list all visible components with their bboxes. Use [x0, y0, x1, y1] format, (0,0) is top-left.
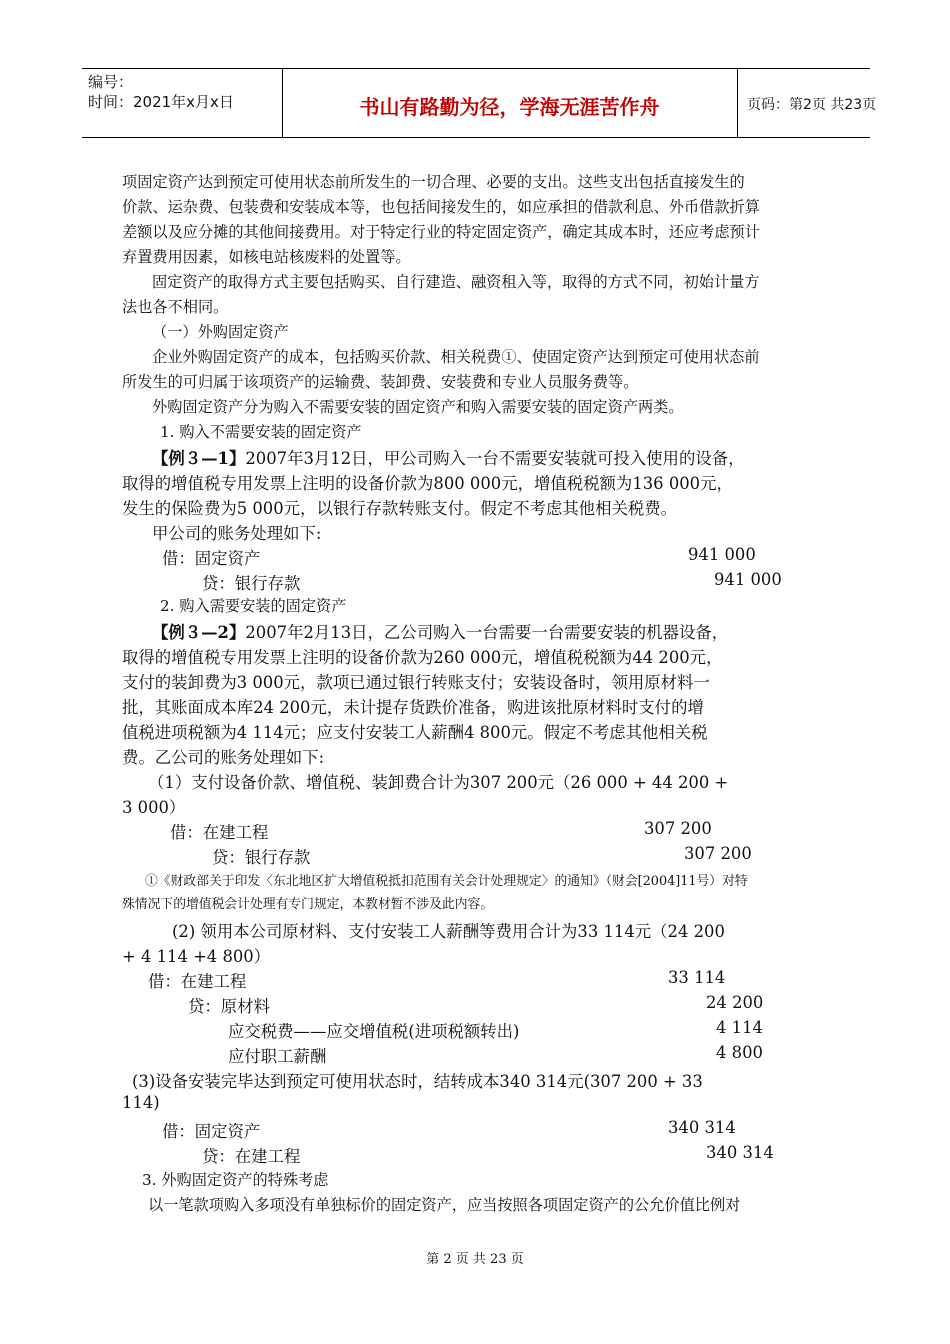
section-heading: （一）外购固定资产: [152, 323, 289, 341]
step-line: + 4 114 +4 800）: [122, 947, 271, 966]
step-line: 114): [122, 1093, 160, 1112]
step-line: (3)设备安装完毕达到预定可使用状态时，结转成本340 314元(307 200 + 33: [132, 1072, 703, 1091]
journal-amount: 941 000: [714, 570, 782, 589]
example-line: 甲公司的账务处理如下:: [152, 524, 322, 543]
journal-debit: 借：在建工程: [170, 823, 269, 842]
journal-amount: 4 800: [716, 1043, 763, 1062]
example-tag: 【例３—1】: [152, 449, 246, 468]
footnote-line: ①《财政部关于印发〈东北地区扩大增值税抵扣范围有关会计处理规定〉的通知》（财会[2004]11号）对特: [145, 874, 748, 889]
page-header: [82, 68, 877, 138]
paragraph-line: 价款、运杂费、包装费和安装成本等，也包括间接发生的，如应承担的借款利息、外币借款折算: [122, 198, 760, 216]
step-line: (2) 领用本公司原材料、支付安装工人薪酬等费用合计为33 114元（24 200: [172, 922, 725, 941]
paragraph-line: 固定资产的取得方式主要包括购买、自行建造、融资租入等，取得的方式不同，初始计量方: [152, 273, 760, 291]
header-info-cell: [82, 69, 283, 137]
header-motto-cell: [282, 69, 738, 137]
paragraph-line: 所发生的可归属于该项资产的运输费、装卸费、安装费和专业人员服务费等。: [122, 373, 639, 391]
example-line: 取得的增值税专用发票上注明的设备价款为260 000元，增值税税额为44 200元，: [122, 648, 723, 667]
paragraph-line: 外购固定资产分为购入不需要安装的固定资产和购入需要安装的固定资产两类。: [152, 398, 684, 416]
paragraph-line: 企业外购固定资产的成本，包括购买价款、相关税费①、使固定资产达到预定可使用状态前: [152, 348, 760, 366]
journal-credit: 贷：银行存款: [202, 574, 301, 593]
example-line: 批，其账面成本库24 200元，未计提存货跌价准备，购进该批原材料时支付的增: [122, 698, 704, 717]
journal-credit: 贷：银行存款: [212, 848, 311, 867]
journal-amount: 4 114: [716, 1018, 763, 1037]
header-page-number: 页码：第2页 共23页: [747, 97, 877, 113]
journal-amount: 24 200: [706, 993, 764, 1012]
header-motto: 书山有路勤为径，学海无涯苦作舟: [359, 95, 660, 119]
journal-amount: 307 200: [684, 844, 752, 863]
journal-credit: 贷：原材料: [188, 997, 270, 1016]
journal-amount: 340 314: [668, 1118, 736, 1137]
page-footer: 第 2 页 共 23 页: [426, 1252, 524, 1267]
paragraph-line: 以一笔款项购入多项没有单独标价的固定资产，应当按照各项固定资产的公允价值比例对: [148, 1196, 741, 1214]
header-page-cell: [737, 69, 877, 137]
paragraph-line: 项固定资产达到预定可使用状态前所发生的一切合理、必要的支出。这些支出包括直接发生的: [122, 173, 745, 191]
journal-debit: 借：在建工程: [148, 972, 247, 991]
example-line: 费。乙公司的账务处理如下:: [122, 748, 325, 767]
example-line: [152, 619, 728, 643]
footnote-line: 殊情况下的增值税会计处理有专门规定，本教材暂不涉及此内容。: [122, 897, 494, 912]
step-line: 3 000）: [122, 798, 186, 817]
example-line: [152, 445, 745, 469]
journal-amount: 33 114: [668, 968, 726, 987]
example-text: 2007年2月13日，乙公司购入一台需要一台需要安装的机器设备，: [245, 623, 729, 642]
subsection-heading: 3. 外购固定资产的特殊考虑: [142, 1171, 329, 1189]
journal-credit: 贷：在建工程: [202, 1147, 301, 1166]
journal-credit: 应交税费——应交增值税(进项税额转出): [228, 1022, 520, 1041]
journal-amount: 340 314: [706, 1143, 774, 1162]
step-line: （1）支付设备价款、增值税、装卸费合计为307 200元（26 000 + 44 200 +: [148, 773, 729, 792]
journal-amount: 307 200: [644, 819, 712, 838]
subsection-heading: 1. 购入不需要安装的固定资产: [160, 423, 362, 441]
journal-debit: 借：固定资产: [162, 549, 261, 568]
document-date-label: 时间：2021年x月x日: [88, 93, 234, 111]
paragraph-line: 弃置费用因素，如核电站核废料的处置等。: [122, 248, 411, 266]
journal-credit: 应付职工薪酬: [228, 1047, 327, 1066]
paragraph-line: 法也各不相同。: [122, 298, 229, 316]
example-line: 支付的装卸费为3 000元，款项已通过银行转账支付；安装设备时，领用原材料一: [122, 673, 710, 692]
example-line: 取得的增值税专用发票上注明的设备价款为800 000元，增值税税额为136 000元，: [122, 474, 733, 493]
subsection-heading: 2. 购入需要安装的固定资产: [160, 597, 347, 615]
example-line: 发生的保险费为5 000元，以银行存款转账支付。假定不考虑其他相关税费。: [122, 499, 678, 518]
example-text: 2007年3月12日，甲公司购入一台不需要安装就可投入使用的设备，: [245, 449, 745, 468]
document-number-label: 编号：: [88, 73, 134, 91]
example-line: 值税进项税额为4 114元；应支付安装工人薪酬4 800元。假定不考虑其他相关税: [122, 723, 708, 742]
journal-amount: 941 000: [688, 545, 756, 564]
example-tag: 【例３—2】: [152, 623, 246, 642]
paragraph-line: 差额以及应分摊的其他间接费用。对于特定行业的特定固定资产，确定其成本时，还应考虑预计: [122, 223, 760, 241]
journal-debit: 借：固定资产: [162, 1122, 261, 1141]
